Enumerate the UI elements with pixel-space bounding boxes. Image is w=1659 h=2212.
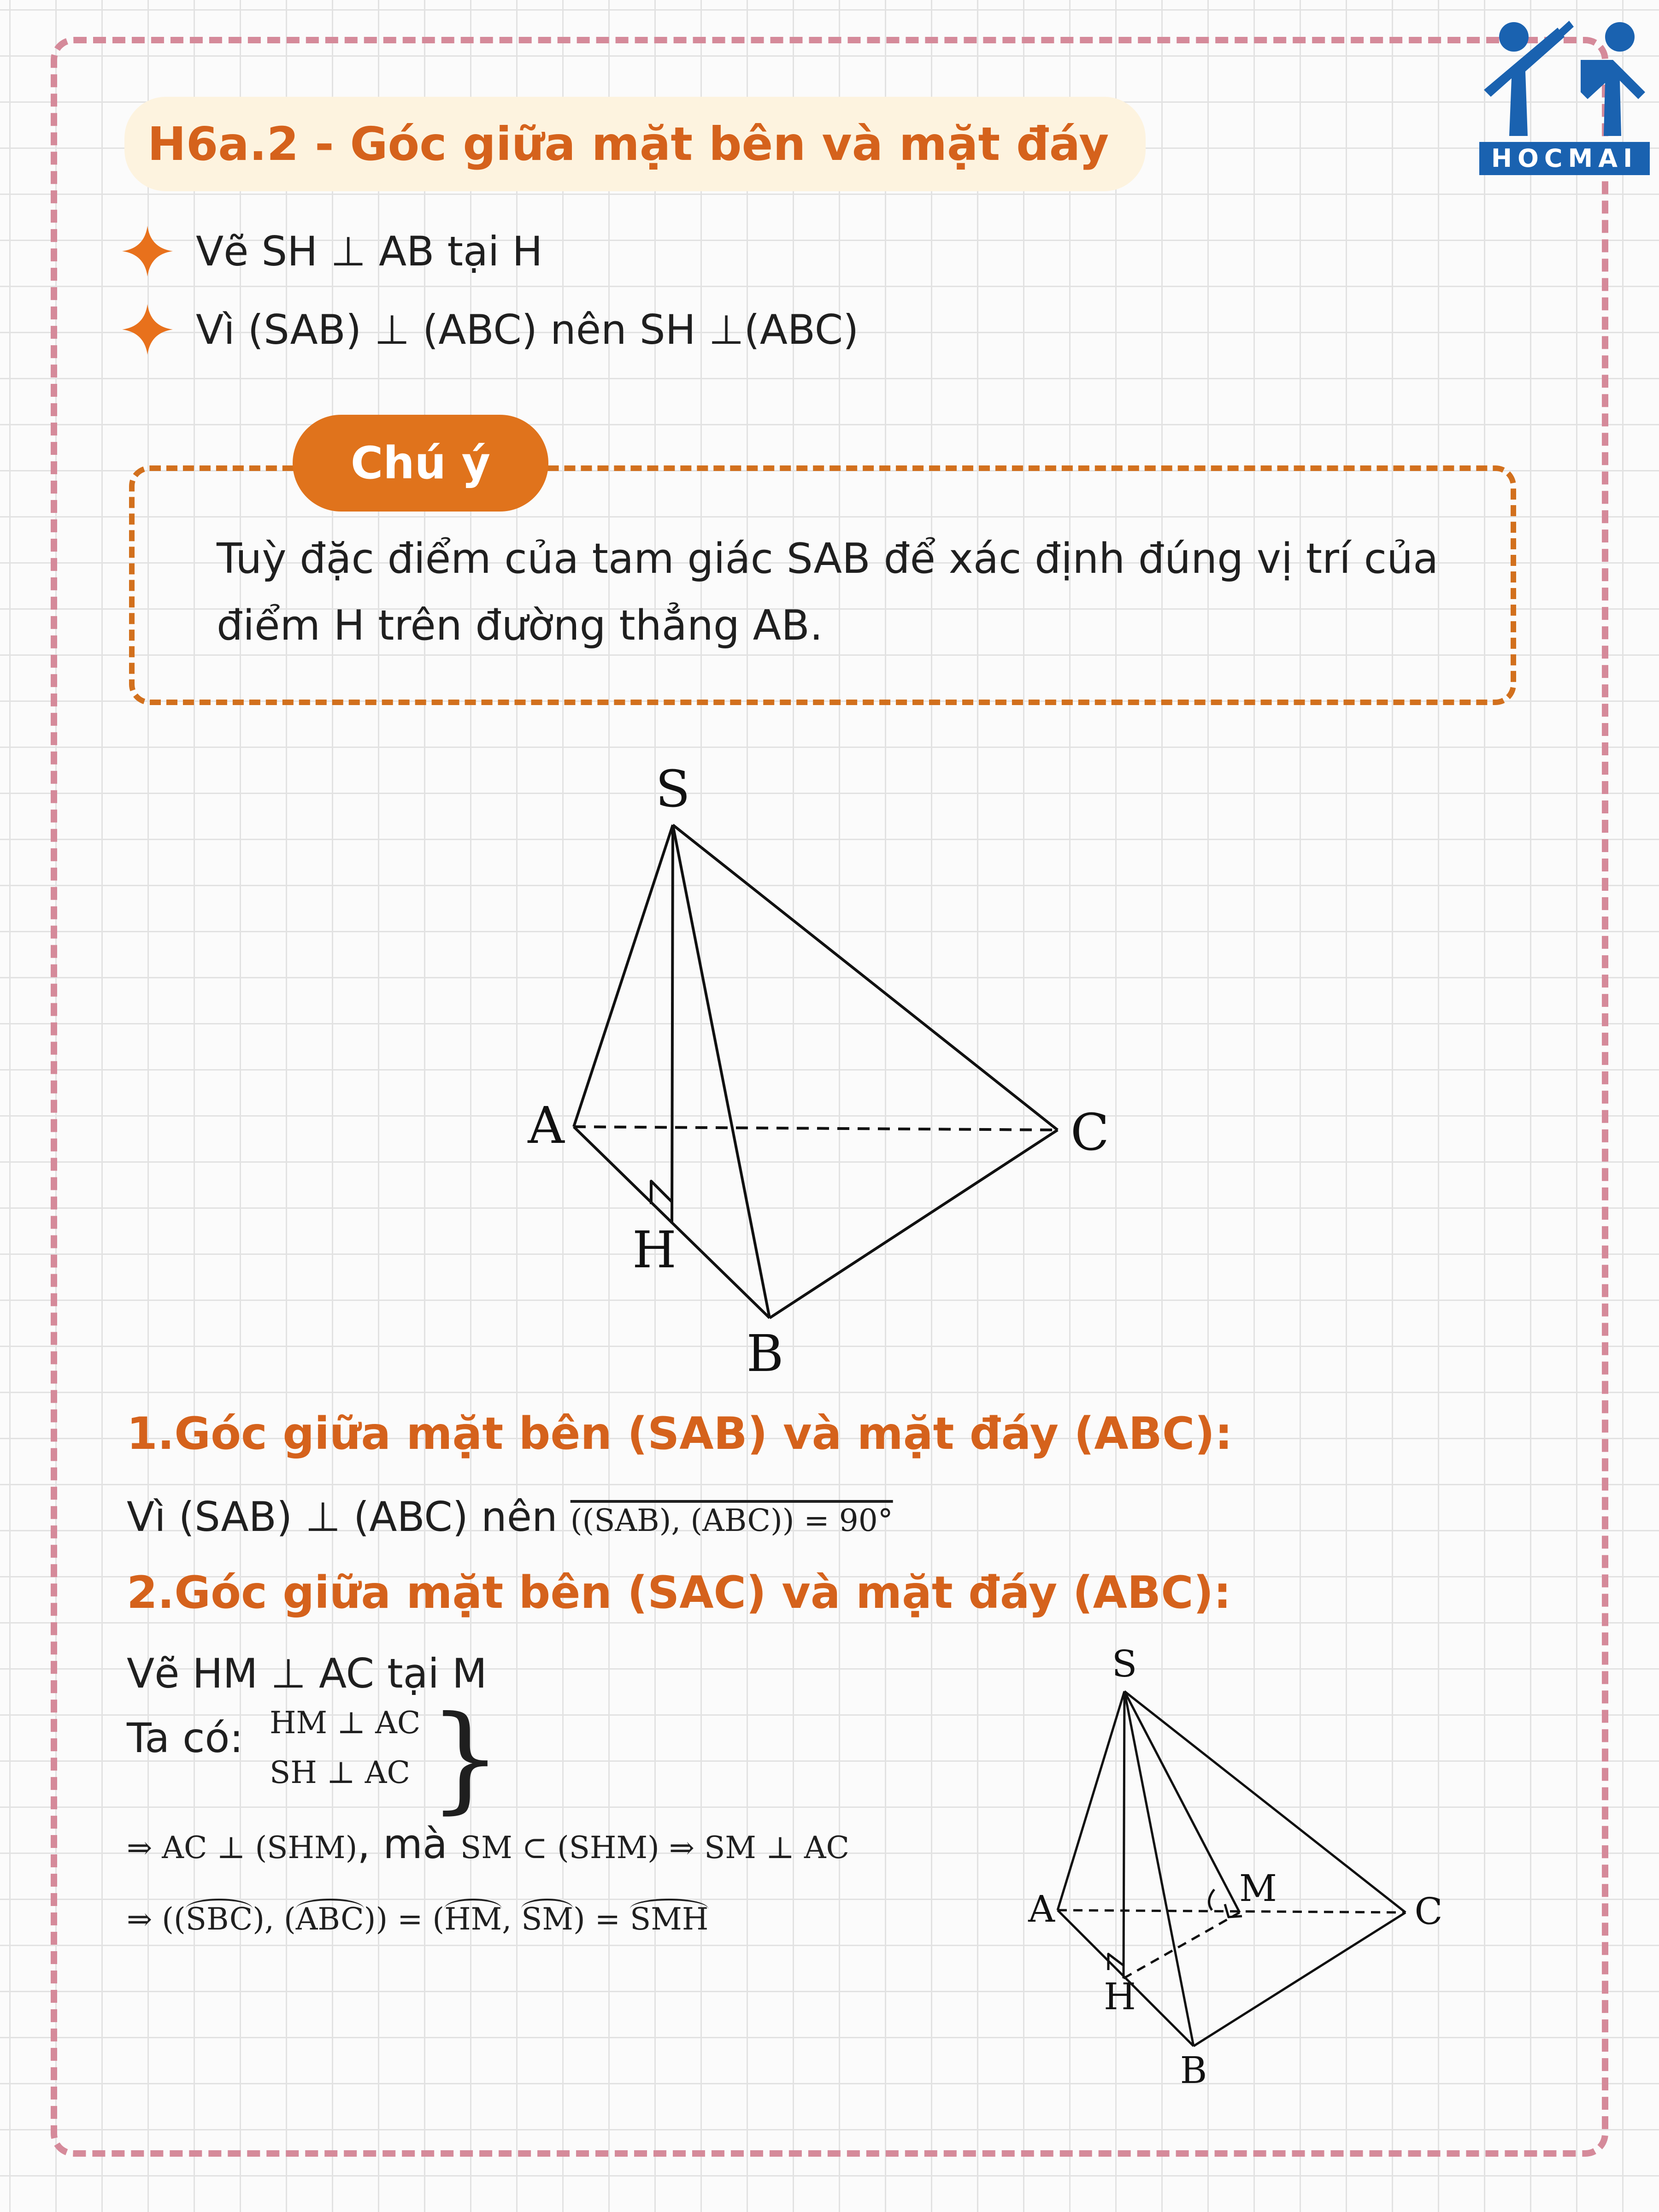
arc-hm: HM — [444, 1901, 502, 1937]
section-1-formula: ((SAB), (ABC)) = 90° — [570, 1503, 893, 1538]
segment-hm-hidden — [1124, 1912, 1240, 1978]
imp2-pre: ⇒ (( — [127, 1901, 186, 1937]
segment-sm — [1124, 1691, 1240, 1912]
edge-ac-hidden — [1058, 1910, 1406, 1912]
section-1-heading: 1.Góc giữa mặt bên (SAB) và mặt đáy (ABC): — [127, 1408, 1233, 1459]
taco-label: Ta có: — [127, 1714, 243, 1762]
edge-sc — [673, 825, 1058, 1130]
label-b: B — [746, 1324, 784, 1383]
star-bullet-icon — [122, 304, 173, 355]
label-h: H — [632, 1220, 677, 1279]
edge-bc — [770, 1130, 1058, 1318]
implication-1-b: , mà — [357, 1820, 447, 1868]
system-eq-2: SH ⊥ AC — [270, 1755, 410, 1790]
system-brace: } — [429, 1691, 502, 1825]
section-1-text: Vì (SAB) ⊥ (ABC) nên — [127, 1493, 558, 1541]
note-text: Tuỳ đặc điểm của tam giác SAB để xác định đúng vị trí của điểm H trên đường thẳng AB. — [217, 535, 1439, 650]
label-m: M — [1239, 1867, 1277, 1910]
arc-abc: ABC — [295, 1901, 364, 1937]
imp2-comma: , — [502, 1901, 522, 1937]
label-c: C — [1414, 1890, 1443, 1933]
edge-sb — [673, 825, 770, 1318]
hocmai-logo — [1475, 9, 1654, 180]
segment-sh — [672, 825, 673, 1224]
arc-sbc: SBC — [185, 1901, 253, 1937]
section-1-line — [127, 1493, 893, 1541]
pyramid-figure-1 — [498, 756, 1143, 1392]
angle-arc-m — [1209, 1889, 1214, 1910]
label-a: A — [1028, 1888, 1055, 1930]
label-s: S — [1112, 1642, 1137, 1685]
imp2-eq1: )) = ( — [364, 1901, 445, 1937]
label-b: B — [1180, 2049, 1207, 2092]
star-bullet-icon — [122, 226, 173, 276]
imp2-mid: ), ( — [253, 1901, 296, 1937]
page-title: H6a.2 - Góc giữa mặt bên và mặt đáy — [147, 117, 1109, 171]
label-c: C — [1070, 1103, 1110, 1162]
edge-ac-hidden — [574, 1127, 1058, 1130]
pyramid-figure-2 — [1009, 1641, 1470, 2092]
edge-bc — [1194, 1912, 1406, 2046]
implication-1 — [127, 1820, 849, 1868]
implication-1-c: SM ⊂ (SHM) ⇒ SM ⊥ AC — [460, 1830, 850, 1865]
angle-smh: SMH — [630, 1901, 709, 1937]
bullet-text: Vẽ SH ⊥ AB tại H — [196, 227, 543, 275]
title-bar — [124, 97, 1146, 191]
implication-2 — [127, 1892, 708, 1939]
system-eq-1: HM ⊥ AC — [270, 1705, 421, 1741]
edge-sa — [574, 825, 673, 1127]
edge-sa — [1058, 1691, 1124, 1910]
imp2-eq2: ) = — [573, 1901, 630, 1937]
section-2-heading: 2.Góc giữa mặt bên (SAC) và mặt đáy (ABC): — [127, 1567, 1231, 1618]
right-angle-mark — [651, 1181, 672, 1204]
note-label: Chú ý — [293, 415, 548, 512]
label-s: S — [655, 759, 690, 818]
implication-1-a: ⇒ AC ⊥ (SHM) — [127, 1830, 358, 1865]
label-a: A — [528, 1096, 565, 1155]
bullet-item — [122, 226, 543, 276]
arc-sm: SM — [521, 1901, 574, 1937]
section-2-line-1: Vẽ HM ⊥ AC tại M — [127, 1650, 487, 1697]
bullet-text: Vì (SAB) ⊥ (ABC) nên SH ⊥(ABC) — [196, 306, 859, 353]
bullet-item — [122, 304, 859, 355]
logo-text: HOCMAI — [1491, 144, 1638, 173]
label-h: H — [1104, 1975, 1136, 2018]
